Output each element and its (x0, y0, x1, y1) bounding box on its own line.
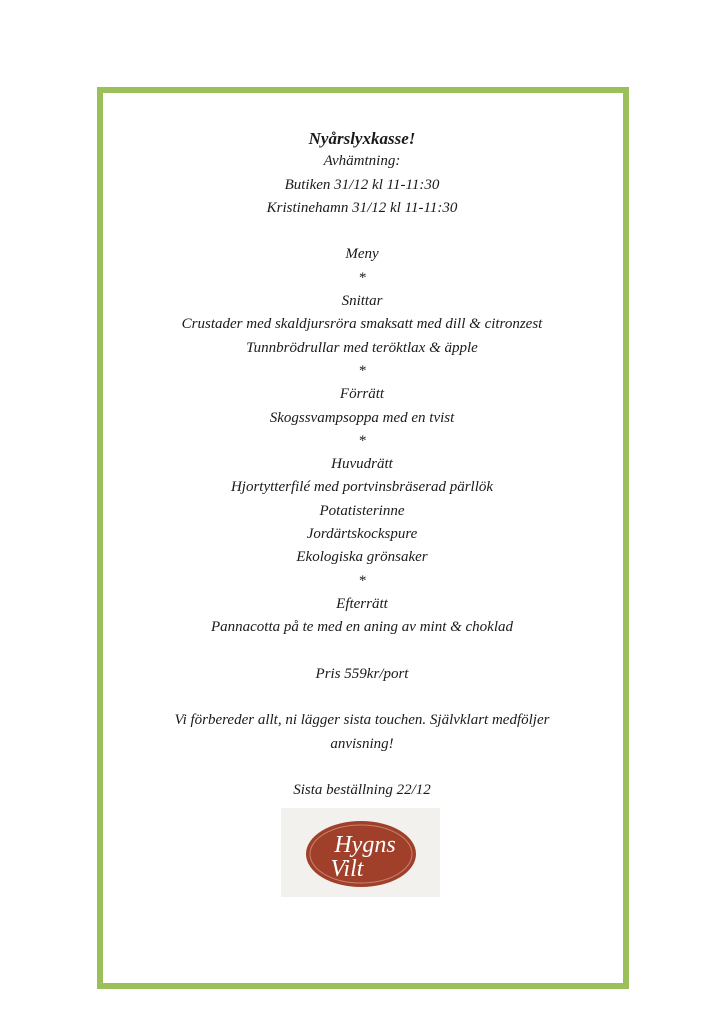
menu-item: Crustader med skaldjursröra smaksatt med dill & citronzest (181, 316, 543, 333)
preparation-note: Vi förbereder allt, ni lägger sista touchen. Självklart medföljer anvisning! (174, 712, 550, 752)
menu-document (0, 127, 724, 803)
menu-item: Ekologiska grönsaker (296, 549, 428, 566)
separator: * (358, 269, 366, 286)
menu-item: Hjortytterfilé med portvinsbräserad pärllök (230, 479, 494, 496)
spacer (0, 640, 724, 663)
last-order-date: Sista beställning 22/12 (293, 782, 431, 799)
menu-heading: Meny (345, 246, 379, 263)
section-heading-forratt: Förrätt (339, 386, 385, 403)
separator: * (358, 432, 366, 449)
section-heading-efterratt: Efterrätt (336, 595, 388, 612)
menu-item: Skogssvampsoppa med en tvist (269, 409, 455, 426)
menu-item: Jordärtskockspure (306, 526, 418, 543)
menu-item: Pannacotta på te med en aning av mint & choklad (210, 619, 514, 636)
spacer (0, 756, 724, 779)
pickup-butiken: Butiken 31/12 kl 11-11:30 (284, 176, 440, 193)
logo-text-line2: Vilt (330, 856, 364, 882)
pickup-kristinehamn: Kristinehamn 31/12 kl 11-11:30 (266, 199, 458, 216)
separator: * (358, 362, 366, 379)
page-title: Nyårslyxkasse! (308, 129, 416, 148)
spacer (0, 686, 724, 709)
menu-item: Tunnbrödrullar med teröktlax & äpple (246, 339, 478, 356)
hygns-vilt-logo (281, 808, 440, 897)
section-heading-snittar: Snittar (341, 293, 383, 310)
pickup-label: Avhämtning: (323, 153, 401, 170)
price: Pris 559kr/port (315, 665, 409, 682)
spacer (0, 220, 724, 243)
logo-text-line1: Hygns (334, 832, 396, 858)
separator: * (358, 572, 366, 589)
section-heading-huvudratt: Huvudrätt (331, 456, 393, 473)
menu-item: Potatisterinne (319, 502, 405, 519)
